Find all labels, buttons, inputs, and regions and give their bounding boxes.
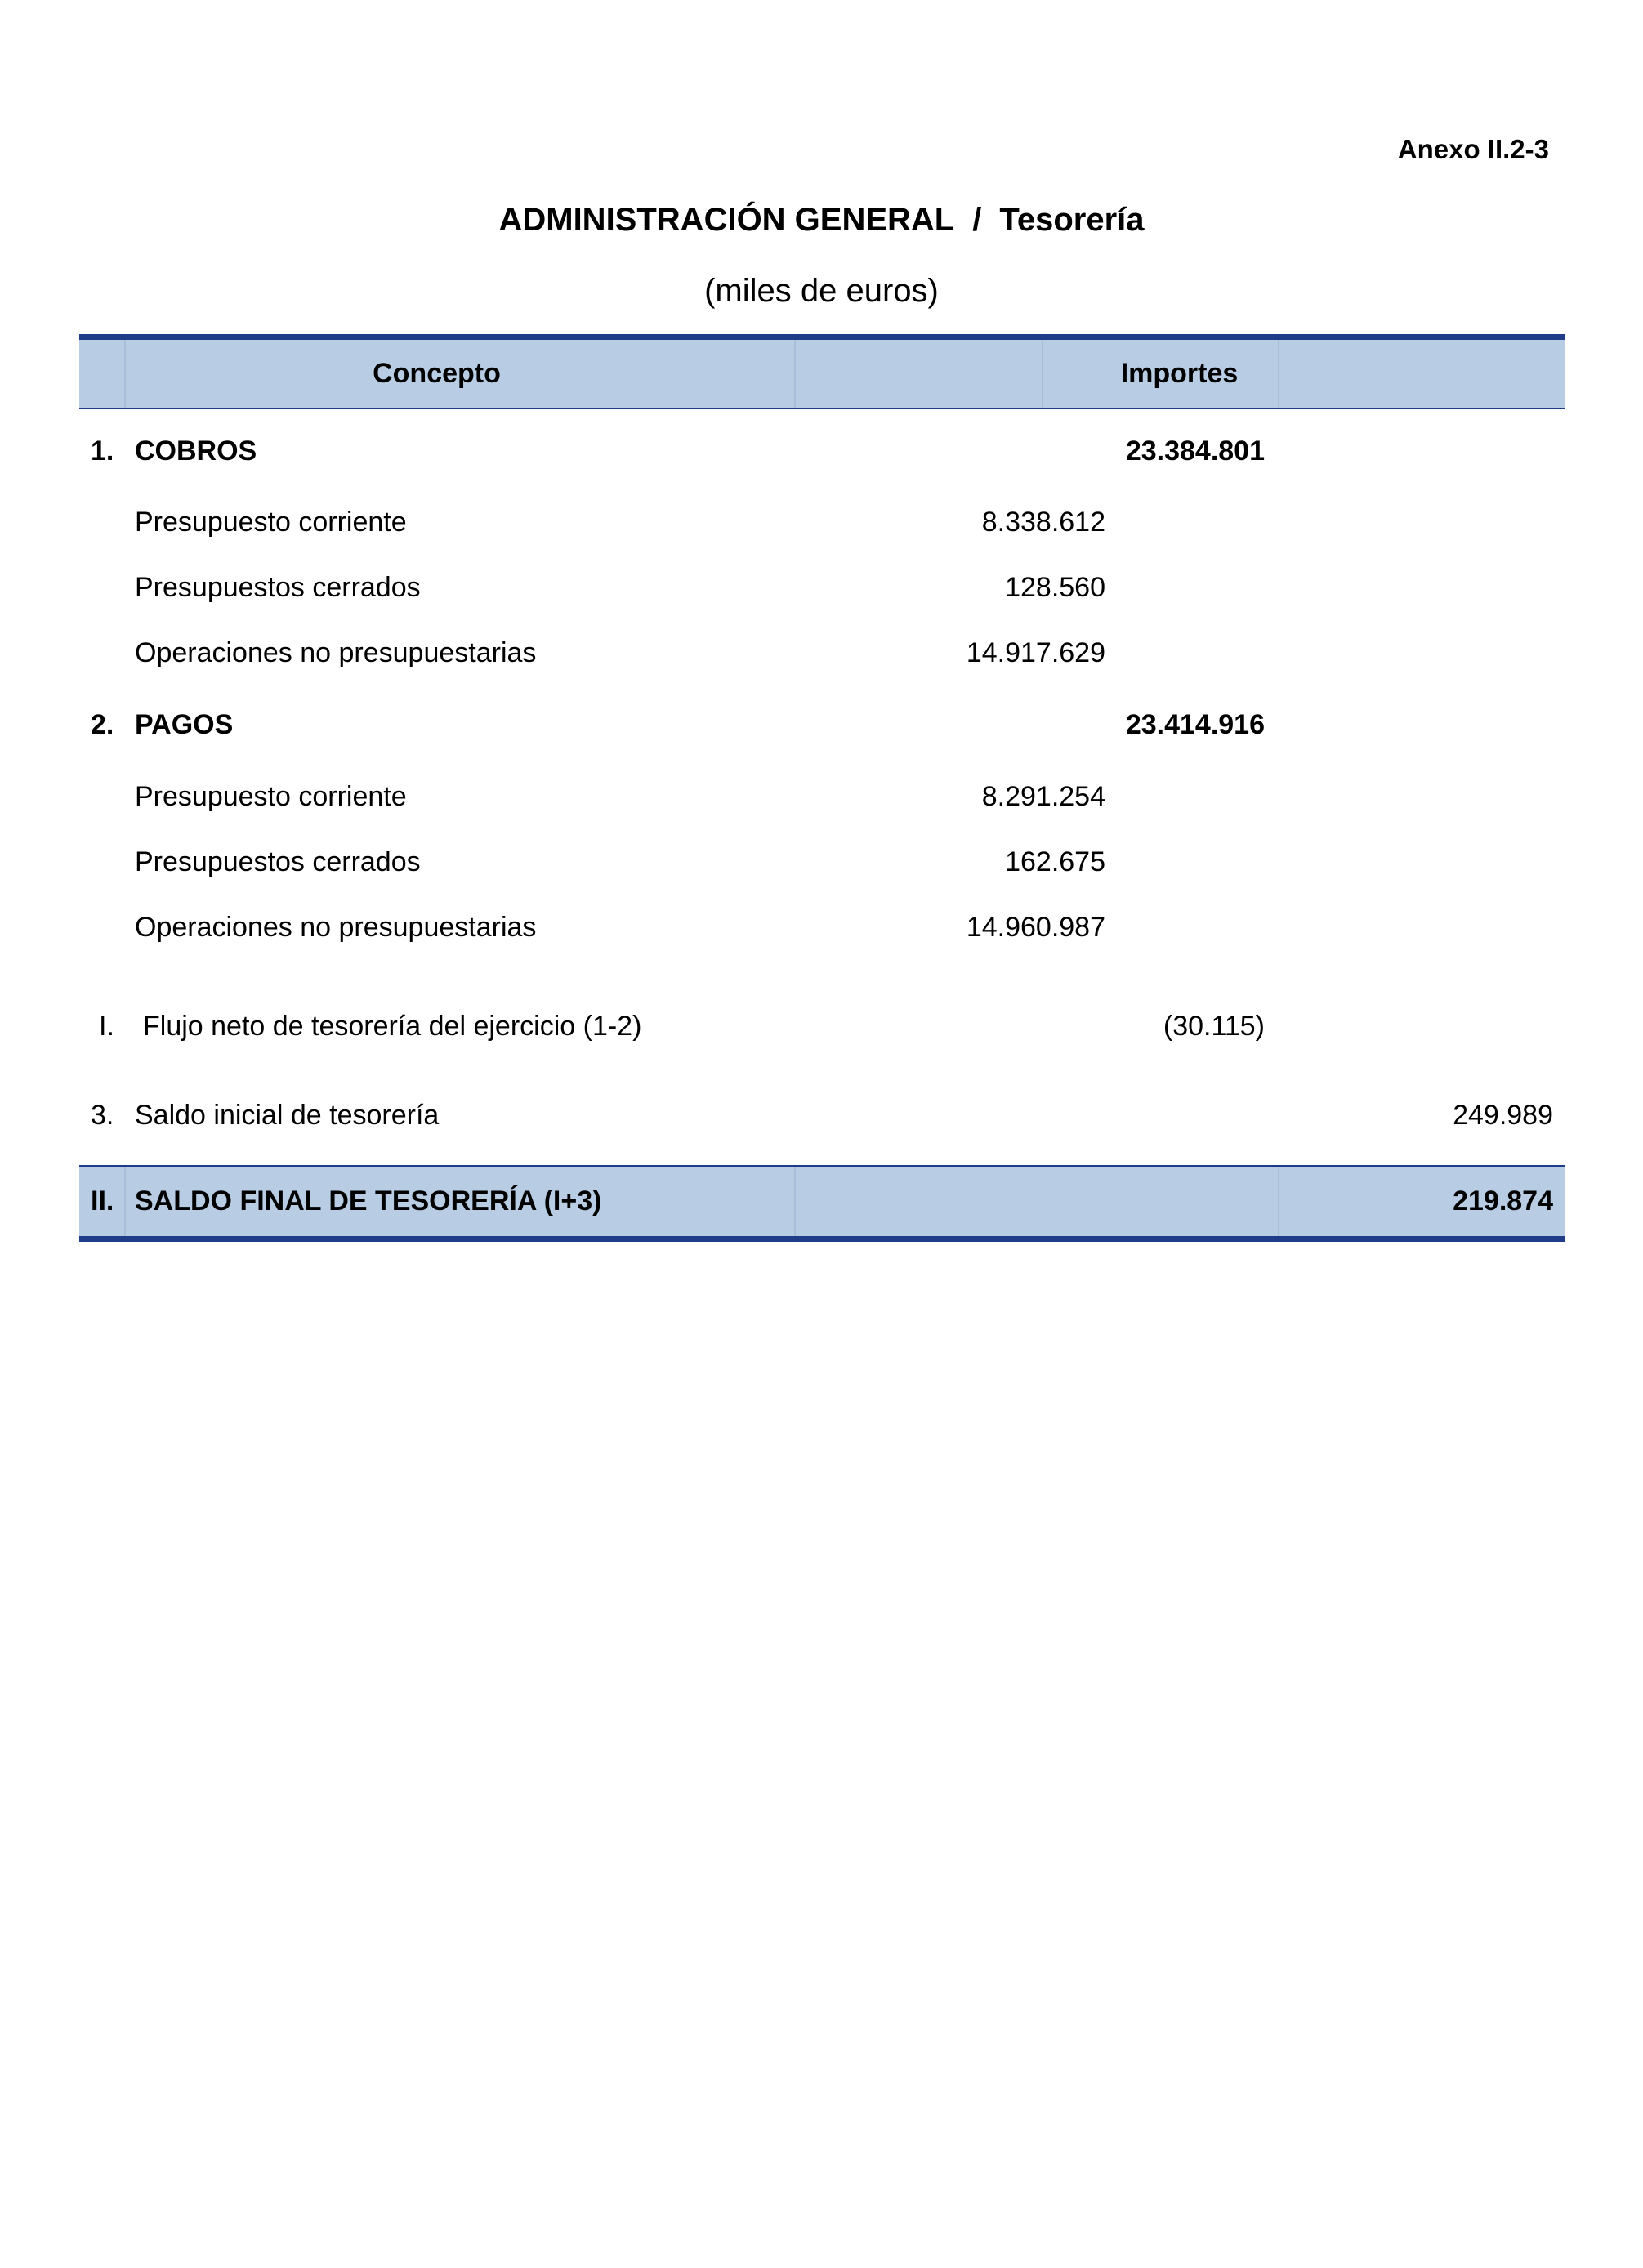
- table-row: [79, 628, 1565, 677]
- row-value: 128.560: [1005, 572, 1105, 603]
- row-label: Presupuestos cerrados: [135, 846, 421, 877]
- row-label: Operaciones no presupuestarias: [135, 637, 537, 668]
- row-value: (30.115): [1163, 1011, 1265, 1042]
- row-label: Saldo inicial de tesorería: [135, 1100, 440, 1131]
- row-total: 23.384.801: [1125, 435, 1265, 467]
- table-row-pagos: [79, 700, 1565, 749]
- table-row: [79, 903, 1565, 952]
- table-row: [79, 498, 1565, 547]
- row-label: SALDO FINAL DE TESORERÍA (I+3): [135, 1185, 602, 1217]
- table-row-cobros: [79, 426, 1565, 475]
- total-divider: [124, 1167, 126, 1236]
- row-label: PAGOS: [135, 709, 234, 740]
- column-header-importes: Importes: [1120, 358, 1239, 389]
- table-row-saldo-final: [79, 1165, 1565, 1242]
- row-label: Presupuesto corriente: [135, 781, 407, 812]
- total-divider: [794, 1167, 796, 1236]
- table-row: [79, 772, 1565, 821]
- row-value: 14.960.987: [966, 912, 1105, 943]
- table-row: [79, 563, 1565, 612]
- treasury-table: [79, 334, 1565, 1217]
- row-number: 1.: [91, 435, 114, 467]
- row-value: 8.338.612: [981, 507, 1105, 538]
- title-separator: /: [972, 202, 982, 238]
- page-title: [0, 202, 1643, 239]
- title-sub: Tesorería: [999, 202, 1145, 238]
- column-header-concepto: Concepto: [373, 358, 501, 389]
- row-label: Presupuestos cerrados: [135, 572, 421, 603]
- table-row-flujo-neto: [79, 1002, 1565, 1051]
- row-total: 23.414.916: [1125, 709, 1265, 740]
- total-divider: [1278, 1167, 1279, 1236]
- table-row: [79, 837, 1565, 886]
- row-number: I.: [99, 1011, 114, 1042]
- row-label: Operaciones no presupuestarias: [135, 912, 537, 943]
- units-label: (miles de euros): [704, 273, 939, 309]
- row-value: 8.291.254: [981, 781, 1105, 812]
- annex-label: Anexo II.2-3: [1397, 134, 1549, 164]
- table-row-saldo-inicial: [79, 1091, 1565, 1140]
- row-value: 162.675: [1005, 846, 1105, 877]
- row-label: Flujo neto de tesorería del ejercicio (1-2): [143, 1011, 642, 1042]
- table-header: [79, 334, 1565, 409]
- row-label: Presupuesto corriente: [135, 507, 407, 538]
- row-label: COBROS: [135, 435, 257, 467]
- row-value: 14.917.629: [966, 637, 1105, 668]
- row-value: 249.989: [1453, 1100, 1553, 1131]
- row-number: 2.: [91, 709, 114, 740]
- row-number: 3.: [91, 1100, 114, 1131]
- title-main: ADMINISTRACIÓN GENERAL: [498, 202, 955, 238]
- row-value: 219.874: [1453, 1185, 1553, 1217]
- row-number: II.: [91, 1185, 114, 1217]
